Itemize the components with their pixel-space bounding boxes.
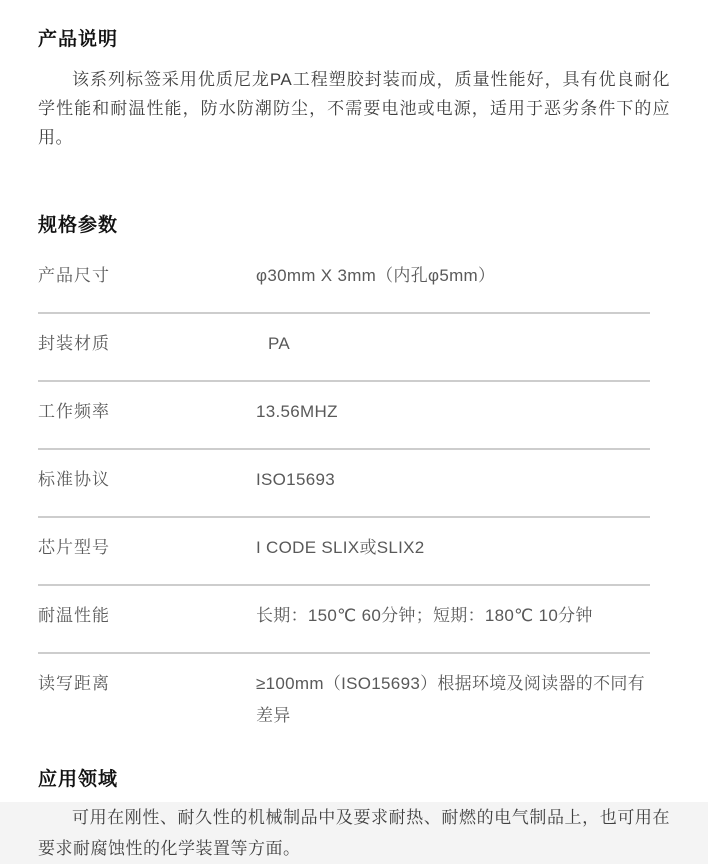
applications-text: 可用在刚性、耐久性的机械制品中及要求耐热、耐燃的电气制品上，也可用在要求耐腐蚀性的化学装置等方面。 (38, 808, 670, 858)
spec-label: 芯片型号 (38, 538, 110, 557)
spec-value: 长期：150℃ 60分钟；短期：180℃ 10分钟 (256, 606, 593, 625)
spec-row-material (38, 314, 650, 382)
applications-section (38, 768, 670, 864)
spec-row-temperature (38, 586, 650, 654)
spec-value: φ30mm X 3mm（内孔φ5mm） (256, 266, 496, 285)
spec-label: 产品尺寸 (38, 266, 110, 285)
spec-value: ISO15693 (256, 470, 335, 489)
spec-row-chip-model (38, 518, 650, 586)
specs-title: 规格参数 (38, 215, 119, 236)
spec-label: 耐温性能 (38, 606, 110, 625)
spec-label: 封装材质 (38, 334, 110, 353)
product-description-section (38, 28, 670, 152)
spec-value: 13.56MHZ (256, 402, 338, 421)
product-description-title: 产品说明 (38, 29, 119, 50)
specs-section (38, 214, 670, 752)
spec-row-read-distance (38, 654, 650, 752)
product-description-text: 该系列标签采用优质尼龙PA工程塑胶封装而成，质量性能好，具有优良耐化学性能和耐温性能，防水防潮防尘，不需要电池或电源，适用于恶劣条件下的应用。 (38, 70, 670, 147)
applications-title: 应用领域 (38, 769, 119, 790)
specs-table (38, 246, 650, 752)
spec-label: 标准协议 (38, 470, 110, 489)
spec-row-frequency (38, 382, 650, 450)
spec-label: 工作频率 (38, 402, 110, 421)
spec-value: PA (268, 334, 291, 353)
spec-row-product-size (38, 246, 650, 314)
spec-label: 读写距离 (38, 674, 110, 693)
spec-row-protocol (38, 450, 650, 518)
spec-value: ≥100mm（ISO15693）根据环境及阅读器的不同有差异 (256, 674, 645, 725)
spec-value: I CODE SLIX或SLIX2 (256, 538, 425, 557)
